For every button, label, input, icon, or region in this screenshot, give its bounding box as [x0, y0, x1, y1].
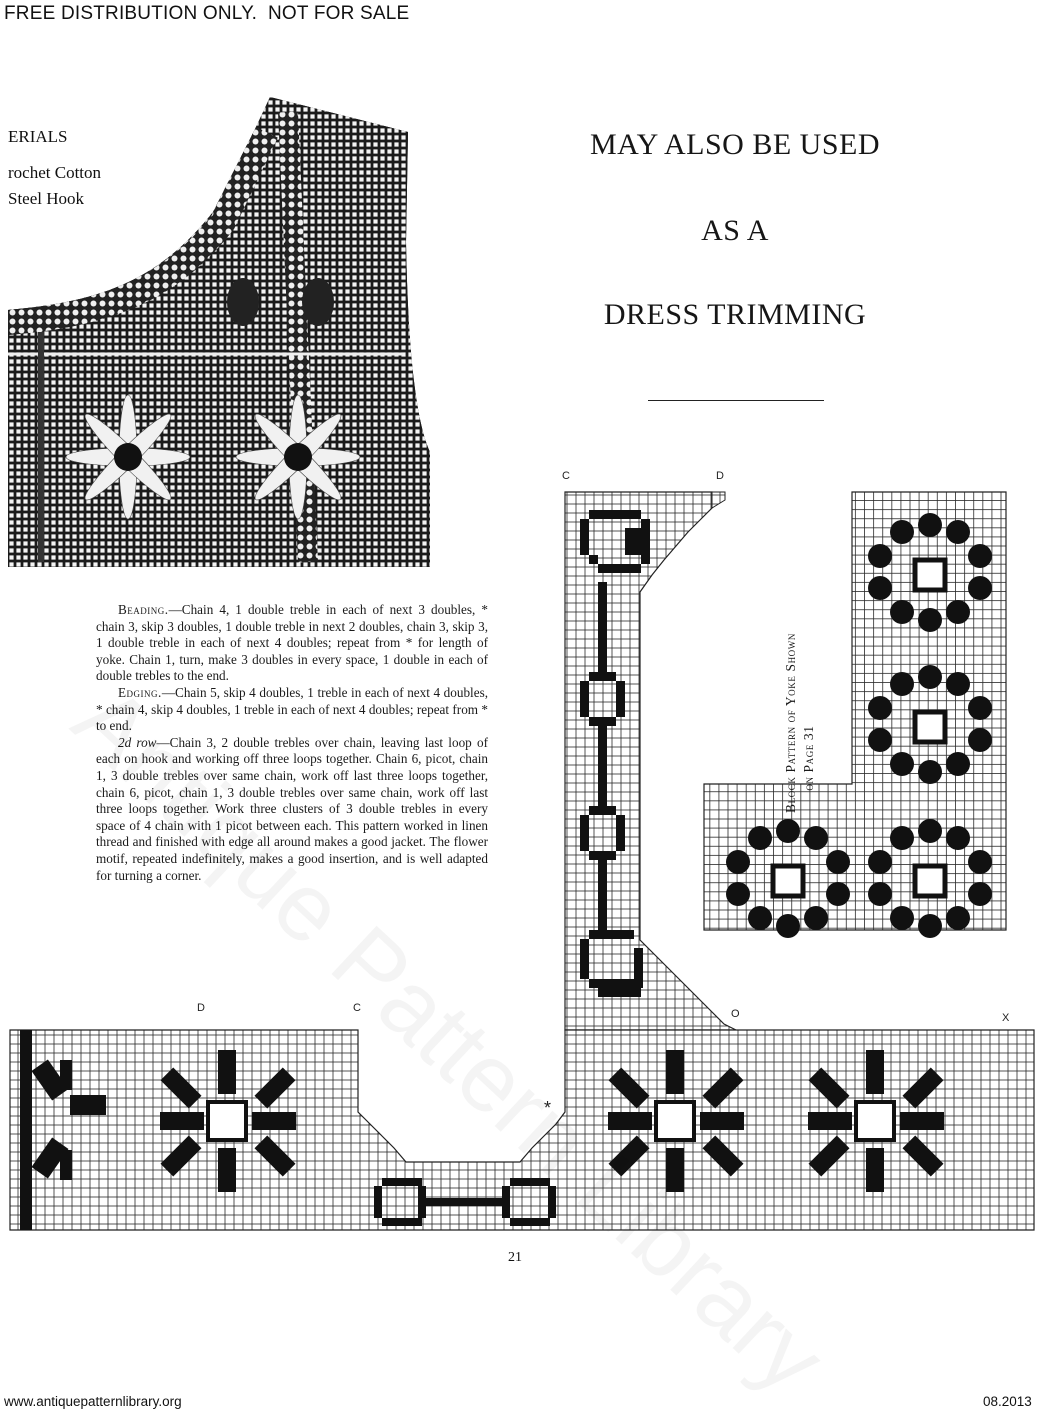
- marker-o: O: [731, 1008, 740, 1020]
- beading-title: Beading.: [118, 602, 169, 617]
- second-row-text: —Chain 3, 2 double trebles over chain, leaving last loop of each on hook and working off three loops together. Chain 6, picot, chain 1, 3 double trebles over same chain, work off last three loops together, chain 6, picot, chain 1, 3 double trebles over same chain, work off last three loops together. Work three clusters of 3 double trebles in every space of 4 chain with 1 picot between each. This pattern worked in linen thread and finished with edge all around makes a good jacket. The flower motif, repeated indefinitely, makes a good insertion, and is well adapted for turning a corner.: [96, 734, 488, 883]
- marker-d-top: D: [716, 470, 724, 482]
- materials-line-hook: Steel Hook: [8, 189, 85, 208]
- edging-title: Edging.: [118, 684, 162, 700]
- block-caption-line-2: on Page 31: [801, 725, 816, 791]
- vertical-strip-chart: [565, 492, 736, 1030]
- edging-text: —Chain 5, skip 4 doubles, 1 treble in each of next 4 doubles, * chain 4, skip 4 doubles, 1 treble in each of next 4 doubles; repeat from * to end.: [96, 684, 488, 734]
- headline-line-2: AS A: [701, 214, 769, 247]
- block-caption-line-1: Block Pattern of Yoke Shown: [783, 633, 798, 813]
- horizontal-border-chart: [10, 1030, 1034, 1230]
- materials-heading: ERIALS: [8, 127, 68, 146]
- headline-line-1: MAY ALSO BE USED: [590, 128, 880, 161]
- materials-line-cotton: rochet Cotton: [8, 163, 102, 182]
- distribution-banner: FREE DISTRIBUTION ONLY. NOT FOR SALE: [4, 3, 410, 24]
- footer-website: www.antiquepatternlibrary.org: [4, 1394, 182, 1409]
- second-row-title: 2d row: [118, 734, 157, 750]
- marker-d-bottom: D: [197, 1002, 205, 1014]
- marker-c-top: C: [562, 470, 570, 482]
- marker-c-bottom: C: [353, 1002, 361, 1014]
- page-number: 21: [508, 1250, 522, 1265]
- marker-star: *: [544, 1098, 552, 1118]
- headline-line-3: DRESS TRIMMING: [603, 298, 867, 331]
- marker-x: X: [1002, 1012, 1010, 1024]
- beading-text: —Chain 4, 1 double treble in each of next 3 doubles, * chain 3, skip 3 doubles, 1 double treble in next 2 doubles, chain 3, skip 3, 1 double treble in each of next 4 doubles; repeat from * for length of yoke. Chain 1, turn, make 3 doubles in every space, 1 double in each of double trebles to the end.: [96, 602, 488, 684]
- block-pattern-caption: [782, 633, 818, 813]
- footer-date: 08.2013: [983, 1394, 1032, 1409]
- yoke-block-pattern-chart: [704, 492, 1006, 938]
